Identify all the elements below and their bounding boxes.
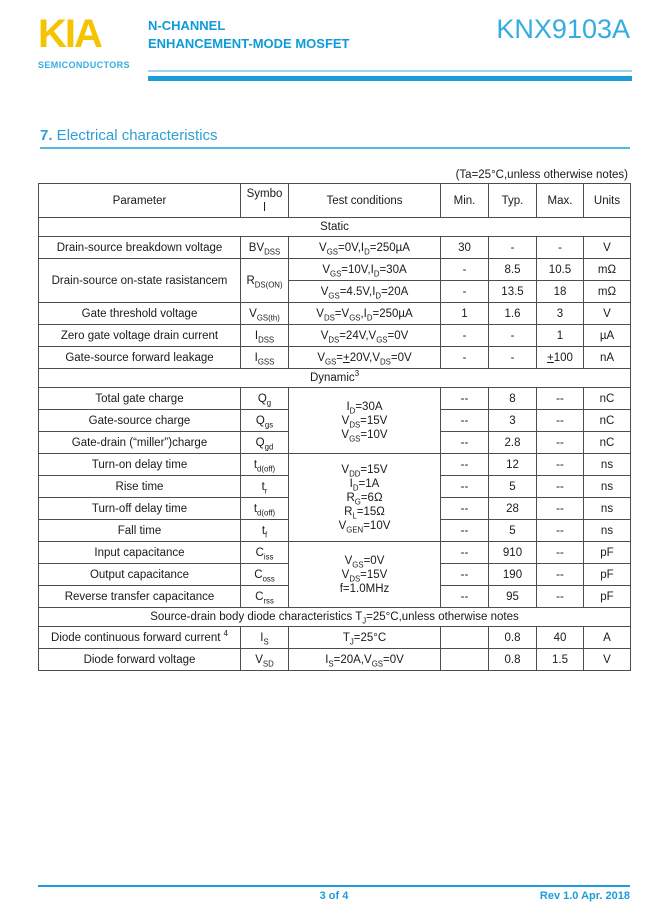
table-cell: 13.5 — [489, 281, 537, 303]
table-cell: -- — [537, 564, 584, 586]
table-cell: 0.8 — [489, 649, 537, 671]
table-row — [39, 542, 631, 564]
table-cell: 1.6 — [489, 303, 537, 325]
table-cell: Drain-source breakdown voltage — [39, 237, 241, 259]
table-cell: -- — [537, 432, 584, 454]
table-cell: $Q_{gs}$ — [241, 410, 289, 432]
table-cell: pF — [584, 542, 631, 564]
table-cell: $V_{GS}=0V$ $V_{DS}=15V$ f=1.0MHz — [289, 542, 441, 608]
table-row — [39, 347, 631, 369]
section-row — [39, 218, 631, 237]
table-cell: -- — [537, 454, 584, 476]
table-cell: Gate-source charge — [39, 410, 241, 432]
column-header: Min. — [441, 184, 489, 218]
table-cell: Gate threshold voltage — [39, 303, 241, 325]
table-cell: Fall time — [39, 520, 241, 542]
column-header: Symbo l — [241, 184, 289, 218]
table-cell: $C_{rss}$ — [241, 586, 289, 608]
table-cell: Total gate charge — [39, 388, 241, 410]
table-cell: -- — [537, 520, 584, 542]
table-cell: Input capacitance — [39, 542, 241, 564]
table-cell: $V_{DS}=V_{GS},I_D=250\mu A$ — [289, 303, 441, 325]
table-cell: 1 — [441, 303, 489, 325]
table-row — [39, 259, 631, 281]
table-cell: - — [441, 281, 489, 303]
table-cell: A — [584, 627, 631, 649]
table-cell: $I_D=30A$ $V_{DS}=15V$ $V_{GS}=10V$ — [289, 388, 441, 454]
brand-logo-text: KIA — [38, 12, 101, 56]
table-cell: -- — [537, 388, 584, 410]
table-cell: ns — [584, 476, 631, 498]
table-cell: $V_{GS}=0V,I_D=250\mu A$ — [289, 237, 441, 259]
table-header — [39, 184, 631, 218]
table-cell: $t_r$ — [241, 476, 289, 498]
table-cell: -- — [537, 542, 584, 564]
table-cell: ns — [584, 498, 631, 520]
table-cell: $V_{GS(th)}$ — [241, 303, 289, 325]
table-cell: $V_{GS}=10V,I_D=30A$ — [289, 259, 441, 281]
table-cell: nC — [584, 432, 631, 454]
revision-label: Rev 1.0 Apr. 2018 — [539, 890, 630, 902]
kia-logo — [38, 12, 148, 70]
product-type-line1: N-CHANNEL — [148, 18, 226, 33]
table-cell: 0.8 — [489, 627, 537, 649]
table-cell: -- — [441, 520, 489, 542]
table-cell: $V_{SD}$ — [241, 649, 289, 671]
table-cell: V — [584, 303, 631, 325]
column-header: Parameter — [39, 184, 241, 218]
header-divider-thick-line — [148, 76, 632, 81]
table-cell: 18 — [537, 281, 584, 303]
table-cell: -- — [441, 586, 489, 608]
table-cell: Zero gate voltage drain current — [39, 325, 241, 347]
table-cell: - — [489, 325, 537, 347]
table-cell: ns — [584, 454, 631, 476]
column-header: Max. — [537, 184, 584, 218]
table-cell: 5 — [489, 476, 537, 498]
table-cell: 28 — [489, 498, 537, 520]
product-type-block — [148, 12, 350, 53]
table-cell: -- — [537, 498, 584, 520]
table-cell: - — [441, 325, 489, 347]
table-cell: $I_S$ — [241, 627, 289, 649]
table-cell: Reverse transfer capacitance — [39, 586, 241, 608]
table-cell: Turn-on delay time — [39, 454, 241, 476]
table-cell: 3 — [537, 303, 584, 325]
table-cell: Output capacitance — [39, 564, 241, 586]
table-cell: -- — [441, 564, 489, 586]
table-row — [39, 325, 631, 347]
table-row — [39, 303, 631, 325]
table-cell: 8.5 — [489, 259, 537, 281]
table-cell: $C_{iss}$ — [241, 542, 289, 564]
table-cell: - — [441, 259, 489, 281]
table-row — [39, 454, 631, 476]
section-title — [40, 127, 630, 149]
table-cell: 12 — [489, 454, 537, 476]
table-cell: nC — [584, 388, 631, 410]
table-condition-note: (Ta=25°C,unless otherwise notes) — [455, 169, 628, 181]
table-cell: 5 — [489, 520, 537, 542]
table-cell: ns — [584, 520, 631, 542]
table-cell: µA — [584, 325, 631, 347]
product-type-line2: ENHANCEMENT-MODE MOSFET — [148, 36, 350, 51]
table-cell — [441, 627, 489, 649]
column-header: Test conditions — [289, 184, 441, 218]
table-cell: Turn-off delay time — [39, 498, 241, 520]
table-cell: pF — [584, 586, 631, 608]
table-row — [39, 388, 631, 410]
table-cell: $I_S=20A,V_{GS}=0V$ — [289, 649, 441, 671]
table-cell: nC — [584, 410, 631, 432]
section-title-text: Electrical characteristics — [52, 127, 218, 144]
page-number: 3 of 4 — [319, 890, 349, 902]
table-cell: +100 — [537, 347, 584, 369]
table-cell: $I_{DSS}$ — [241, 325, 289, 347]
table-cell: $V_{DD}=15V$ $I_D=1A$ $R_G=6\Omega$ $R_L=15\Omega$ $V_{GEN}=10V$ — [289, 454, 441, 542]
section-label: Static — [39, 218, 631, 237]
page-header — [0, 0, 650, 70]
table-row — [39, 237, 631, 259]
table-cell: $t_{d(off)}$ — [241, 454, 289, 476]
page-footer — [38, 885, 630, 902]
table-row — [39, 649, 631, 671]
table-body — [39, 218, 631, 671]
table-cell: mΩ — [584, 259, 631, 281]
table-cell: - — [489, 237, 537, 259]
table-cell: 1.5 — [537, 649, 584, 671]
section-label: Dynamic$^3$ — [39, 369, 631, 388]
table-cell: Diode continuous forward current $^4$ — [39, 627, 241, 649]
table-cell: -- — [537, 586, 584, 608]
table-cell: 40 — [537, 627, 584, 649]
table-cell: Rise time — [39, 476, 241, 498]
table-cell: -- — [537, 410, 584, 432]
table-cell: -- — [441, 542, 489, 564]
table-cell: $I_{GSS}$ — [241, 347, 289, 369]
table-cell: 10.5 — [537, 259, 584, 281]
table-cell: 1 — [537, 325, 584, 347]
table-cell: $V_{GS}=+20V,V_{DS}=0V$ — [289, 347, 441, 369]
section-row — [39, 369, 631, 388]
table-cell: - — [441, 347, 489, 369]
table-cell: -- — [441, 388, 489, 410]
table-cell: - — [489, 347, 537, 369]
table-cell: Gate-source forward leakage — [39, 347, 241, 369]
table-cell: 30 — [441, 237, 489, 259]
table-cell: Diode forward voltage — [39, 649, 241, 671]
table-cell: -- — [441, 476, 489, 498]
table-cell: 3 — [489, 410, 537, 432]
table-cell: $Q_{gd}$ — [241, 432, 289, 454]
table-cell: nA — [584, 347, 631, 369]
section-number: 7. — [40, 127, 53, 144]
table-cell: $T_J=25^\circ C$ — [289, 627, 441, 649]
section-row — [39, 608, 631, 627]
column-header: Units — [584, 184, 631, 218]
table-cell: V — [584, 649, 631, 671]
table-cell: -- — [537, 476, 584, 498]
table-cell: 2.8 — [489, 432, 537, 454]
table-cell: $V_{DS}=24V,V_{GS}=0V$ — [289, 325, 441, 347]
table-cell: $C_{oss}$ — [241, 564, 289, 586]
table-cell: Drain-source on-state rasistancem — [39, 259, 241, 303]
table-cell: pF — [584, 564, 631, 586]
table-header-row — [39, 184, 631, 218]
table-cell: $Q_g$ — [241, 388, 289, 410]
table-cell: -- — [441, 410, 489, 432]
table-cell: 95 — [489, 586, 537, 608]
table-cell: V — [584, 237, 631, 259]
column-header: Typ. — [489, 184, 537, 218]
table-cell: $V_{GS}=4.5V,I_D=20A$ — [289, 281, 441, 303]
table-cell: $t_f$ — [241, 520, 289, 542]
table-cell: $R_{DS(ON)}$ — [241, 259, 289, 303]
table-cell: Gate-drain (“miller”)charge — [39, 432, 241, 454]
electrical-characteristics-table — [38, 183, 631, 671]
table-cell — [441, 649, 489, 671]
table-cell: $BV_{DSS}$ — [241, 237, 289, 259]
table-cell: - — [537, 237, 584, 259]
table-cell: mΩ — [584, 281, 631, 303]
table-cell: -- — [441, 432, 489, 454]
table-row — [39, 627, 631, 649]
table-cell: -- — [441, 498, 489, 520]
table-cell: 190 — [489, 564, 537, 586]
table-cell: 910 — [489, 542, 537, 564]
table-cell: $t_{d(off)}$ — [241, 498, 289, 520]
table-cell: 8 — [489, 388, 537, 410]
header-divider — [148, 70, 632, 81]
section-label: Source-drain body diode characteristics $T_J=25^\circ C,unless$ otherwise notes — [39, 608, 631, 627]
brand-logo-subtext: SEMICONDUCTORS — [38, 60, 130, 70]
header-divider-thin-line — [148, 70, 632, 72]
part-number: KNX9103A — [496, 14, 630, 44]
table-cell: -- — [441, 454, 489, 476]
